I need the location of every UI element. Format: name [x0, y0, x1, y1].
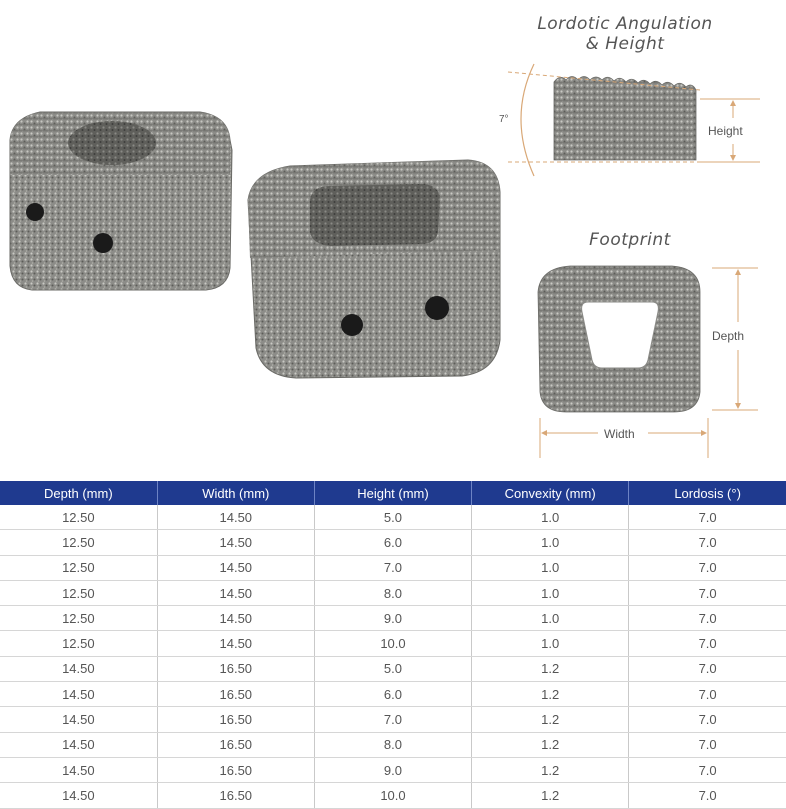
cell-convexity: 1.2 [472, 783, 629, 808]
footprint-top-view [538, 266, 758, 458]
cell-height: 6.0 [314, 682, 471, 707]
cell-lordosis: 7.0 [629, 783, 786, 808]
table-row [0, 580, 786, 605]
height-label: Height [708, 124, 743, 138]
cell-convexity: 1.0 [472, 555, 629, 580]
cell-depth: 12.50 [0, 580, 157, 605]
cell-width: 14.50 [157, 606, 314, 631]
cell-convexity: 1.2 [472, 757, 629, 782]
cell-lordosis: 7.0 [629, 530, 786, 555]
cell-height: 9.0 [314, 606, 471, 631]
footprint-title: Footprint [589, 230, 671, 250]
angle-label: 7° [499, 114, 509, 125]
cell-depth: 14.50 [0, 732, 157, 757]
cell-lordosis: 7.0 [629, 682, 786, 707]
cell-height: 9.0 [314, 757, 471, 782]
cell-width: 16.50 [157, 707, 314, 732]
cell-lordosis: 7.0 [629, 732, 786, 757]
cell-height: 10.0 [314, 631, 471, 656]
cell-convexity: 1.2 [472, 656, 629, 681]
cell-width: 14.50 [157, 580, 314, 605]
implant-right [248, 160, 500, 378]
dimensions-table [0, 481, 786, 809]
table-row [0, 555, 786, 580]
cell-lordosis: 7.0 [629, 707, 786, 732]
cell-width: 14.50 [157, 530, 314, 555]
cell-width: 16.50 [157, 783, 314, 808]
cell-height: 8.0 [314, 732, 471, 757]
lordotic-title [520, 14, 730, 54]
cell-depth: 12.50 [0, 505, 157, 530]
cell-depth: 12.50 [0, 606, 157, 631]
cell-lordosis: 7.0 [629, 656, 786, 681]
cell-height: 8.0 [314, 580, 471, 605]
header-height: Height (mm) [314, 481, 471, 505]
cell-depth: 14.50 [0, 783, 157, 808]
cell-width: 14.50 [157, 505, 314, 530]
width-label: Width [604, 427, 635, 441]
cell-lordosis: 7.0 [629, 606, 786, 631]
cell-depth: 14.50 [0, 757, 157, 782]
lordotic-side-view [508, 64, 760, 176]
table-row [0, 631, 786, 656]
header-lordosis: Lordosis (°) [629, 481, 786, 505]
table-row [0, 783, 786, 808]
cell-height: 7.0 [314, 707, 471, 732]
cell-convexity: 1.0 [472, 530, 629, 555]
table-row [0, 732, 786, 757]
header-depth: Depth (mm) [0, 481, 157, 505]
cell-convexity: 1.0 [472, 580, 629, 605]
cell-convexity: 1.2 [472, 682, 629, 707]
cell-lordosis: 7.0 [629, 555, 786, 580]
cell-convexity: 1.0 [472, 505, 629, 530]
cell-convexity: 1.0 [472, 631, 629, 656]
cell-height: 5.0 [314, 656, 471, 681]
cell-width: 16.50 [157, 732, 314, 757]
cell-convexity: 1.2 [472, 707, 629, 732]
cell-lordosis: 7.0 [629, 757, 786, 782]
cell-width: 14.50 [157, 555, 314, 580]
cell-width: 16.50 [157, 757, 314, 782]
lordotic-title-line1: Lordotic Angulation [537, 14, 713, 34]
depth-label: Depth [712, 329, 745, 343]
cell-width: 16.50 [157, 656, 314, 681]
cell-width: 16.50 [157, 682, 314, 707]
cell-lordosis: 7.0 [629, 580, 786, 605]
cell-depth: 12.50 [0, 530, 157, 555]
cell-width: 14.50 [157, 631, 314, 656]
table-row [0, 707, 786, 732]
table-body [0, 505, 786, 808]
header-width: Width (mm) [157, 481, 314, 505]
dimensions-table-wrap [0, 481, 786, 809]
table-row [0, 656, 786, 681]
cell-lordosis: 7.0 [629, 631, 786, 656]
lordotic-title-line2: & Height [585, 34, 665, 54]
table-row [0, 757, 786, 782]
cell-convexity: 1.0 [472, 606, 629, 631]
implant-left [10, 112, 232, 290]
table-row [0, 505, 786, 530]
cell-height: 10.0 [314, 783, 471, 808]
cell-depth: 14.50 [0, 682, 157, 707]
cell-depth: 12.50 [0, 631, 157, 656]
table-header-row [0, 481, 786, 505]
cell-height: 7.0 [314, 555, 471, 580]
cell-height: 6.0 [314, 530, 471, 555]
cell-lordosis: 7.0 [629, 505, 786, 530]
table-row [0, 682, 786, 707]
table-row [0, 606, 786, 631]
cell-convexity: 1.2 [472, 732, 629, 757]
cell-depth: 12.50 [0, 555, 157, 580]
cell-depth: 14.50 [0, 656, 157, 681]
cell-depth: 14.50 [0, 707, 157, 732]
cell-height: 5.0 [314, 505, 471, 530]
header-convexity: Convexity (mm) [472, 481, 629, 505]
table-row [0, 530, 786, 555]
